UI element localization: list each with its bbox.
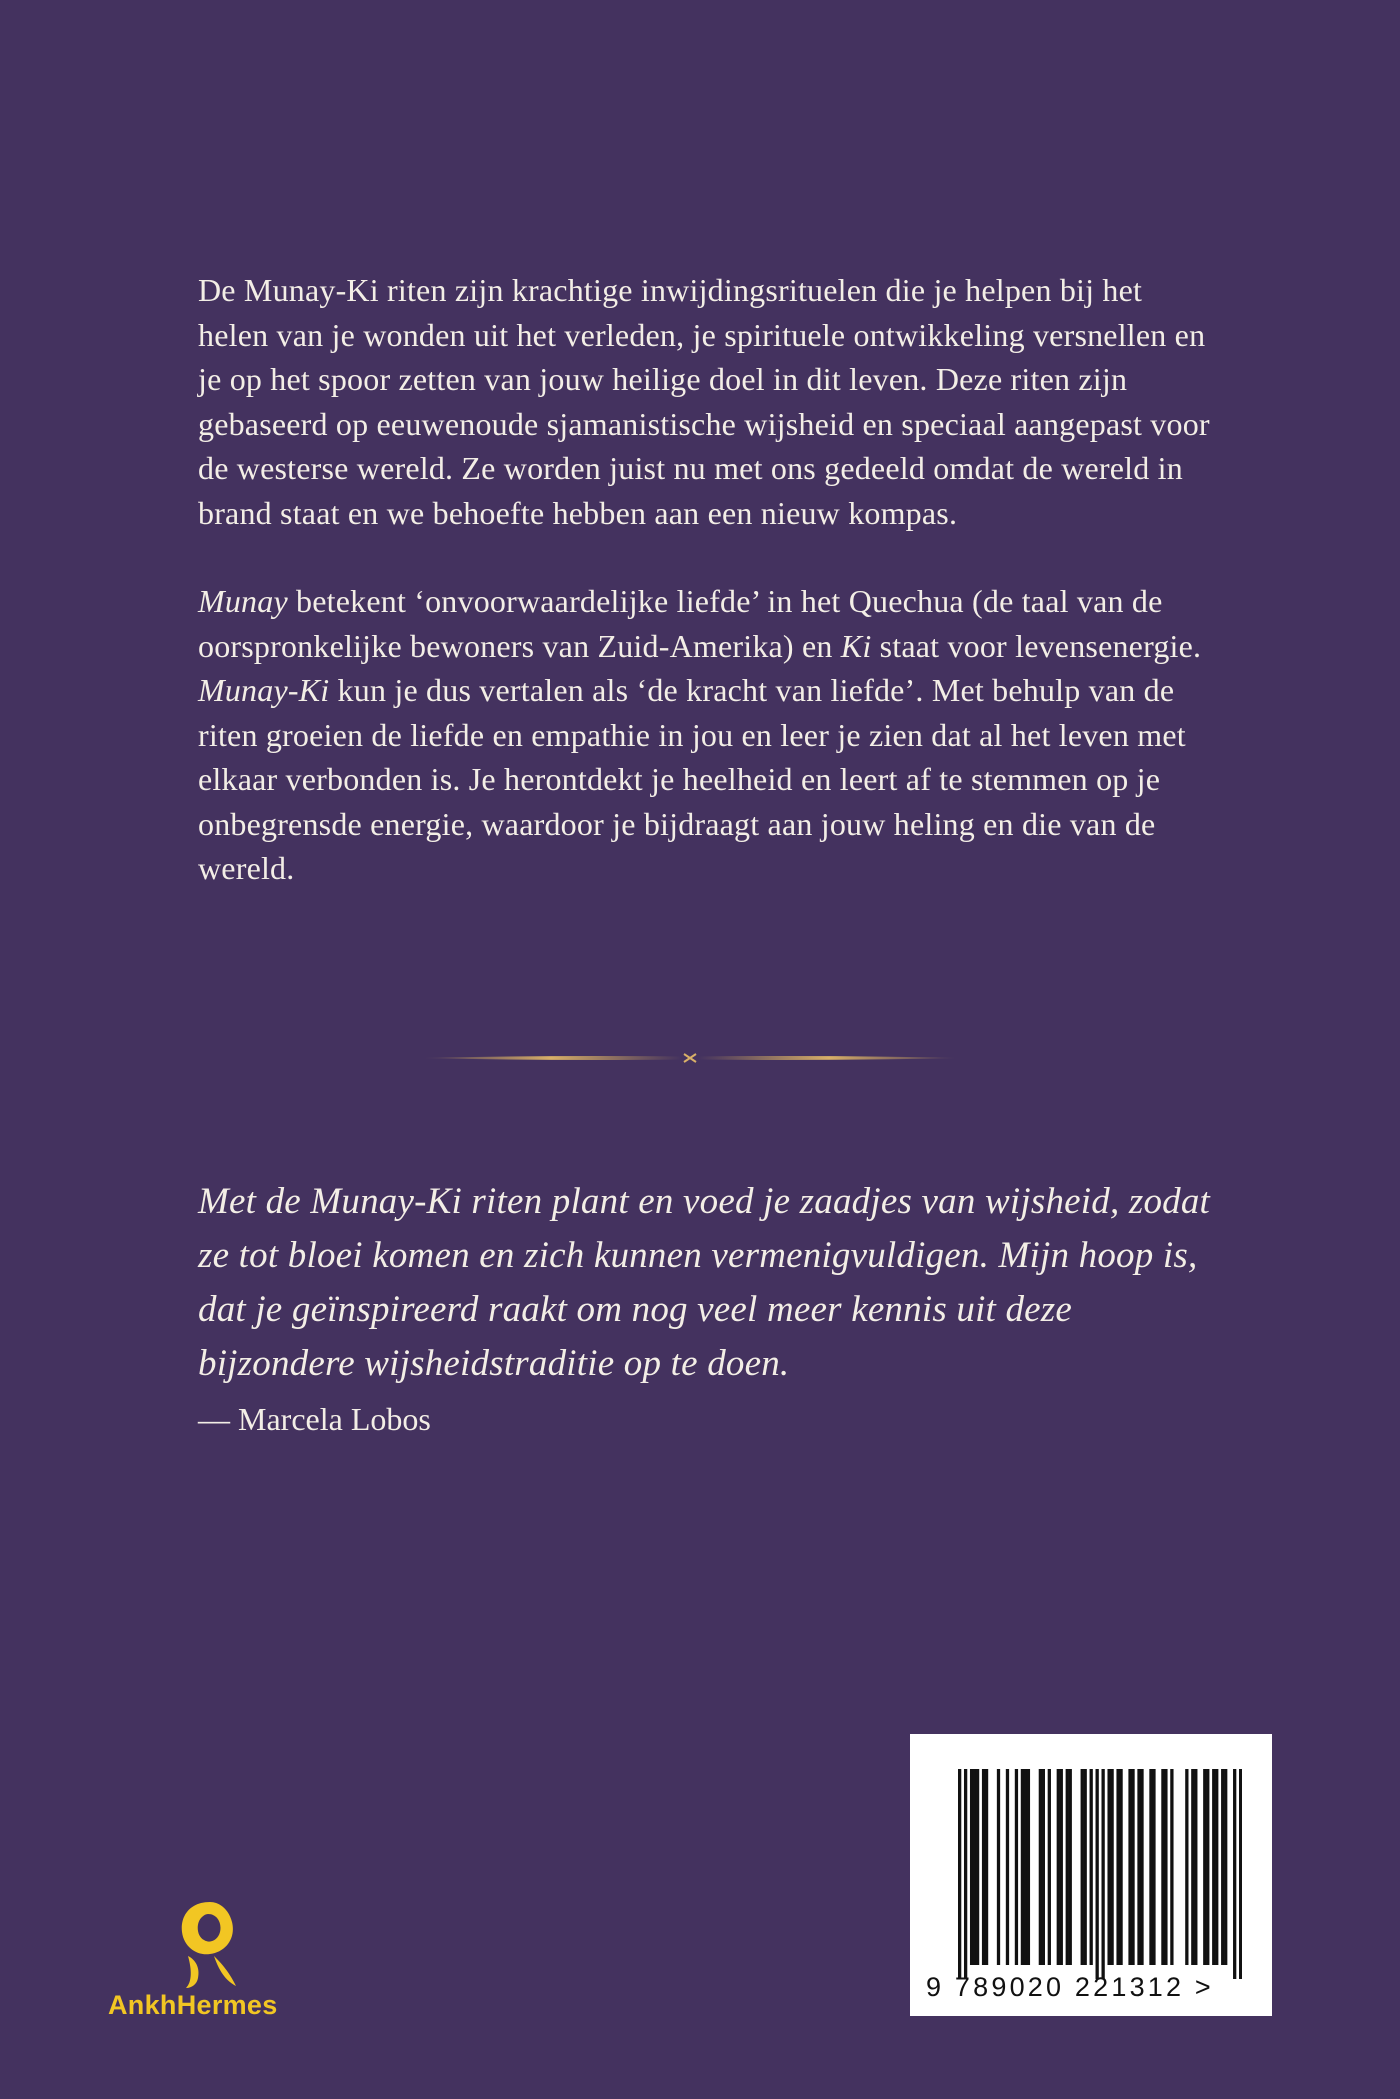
quote-text: Met de Munay-Ki riten plant en voed je zaadjes van wijsheid, zodat ze tot bloei komen en zich kunnen vermenigvuldigen. Mijn hoop is, dat je geïnspireerd raakt om nog veel meer kennis uit deze bijzondere wijsheidstraditie op te doen. [198,1181,1211,1384]
barcode-bar [1185,1769,1188,1965]
publisher-logo [108,1898,328,2038]
barcode-bar [1084,1769,1087,1965]
term-munay-ki: Munay-Ki [198,672,330,708]
barcode-bar [1066,1769,1069,1965]
barcode-bar [973,1769,976,1965]
barcode-bar [1096,1769,1099,1979]
barcode-bar [1221,1769,1224,1965]
barcode-bar [964,1769,967,1979]
barcode-bar [1152,1769,1155,1965]
barcode-bar [1027,1769,1030,1965]
blurb-paragraph-2 [198,579,1218,891]
barcode-bar [985,1769,988,1965]
barcode-bar [1161,1769,1164,1965]
barcode-bar [1170,1769,1173,1965]
barcode-bars [958,1769,1242,1979]
ornamental-divider-icon [420,1048,960,1068]
barcode-bar [1081,1769,1084,1965]
barcode-bar [982,1769,985,1965]
term-munay: Munay [198,583,288,619]
barcode-bar [1140,1769,1143,1965]
barcode-bar [970,1769,973,1965]
barcode-bar [1137,1769,1140,1965]
barcode-digits: 9 789020 221312 > [926,1972,1214,2002]
barcode-bar [958,1769,961,1979]
blurb-paragraph-2-part: betekent ‘onvoorwaardelijke liefde’ in het Quechua (de taal van de oorspronkelijke bewoners van Zuid-Amerika) en [198,583,1163,664]
barcode-bar [1069,1769,1072,1965]
blurb-paragraph-1: De Munay-Ki riten zijn krachtige inwijdingsrituelen die je helpen bij het helen van je wonden uit het verleden, je spirituele ontwikkeling versnellen en je op het spoor zetten van jouw heilige doel in dit leven. Deze riten zijn gebaseerd op eeuwenoude sjamanistische wijsheid en speciaal aangepast voor de westerse wereld. Ze worden juist nu met ons gedeeld omdat de wereld in brand staat en we behoefte hebben aan een nieuw kompas. [198,272,1210,531]
barcode-bar [1021,1769,1024,1965]
barcode-bar [1015,1769,1018,1965]
barcode-bar [1116,1769,1119,1965]
barcode-bar [1206,1769,1209,1965]
barcode-bar [1224,1769,1227,1965]
barcode-bar [976,1769,979,1965]
barcode-bar [1203,1769,1206,1965]
barcode-bar [1090,1769,1093,1965]
ankhhermes-logo-icon [170,1898,250,1990]
barcode-bar [1164,1769,1167,1965]
barcode-bar [1024,1769,1027,1965]
blurb-paragraph-2-part: staat voor levensenergie. [871,627,1202,664]
barcode-bar [1149,1769,1152,1965]
barcode-bar [1215,1769,1218,1965]
barcode-bar [1194,1769,1197,1965]
barcode-bar [1048,1769,1051,1965]
barcode-bar [1060,1769,1063,1965]
barcode-bar [1101,1769,1104,1979]
barcode [910,1734,1272,2016]
barcode-bar [1042,1769,1045,1965]
barcode-bar [1233,1769,1236,1979]
publisher-name: AnkhHermes [108,1990,278,2020]
quote [198,1175,1218,1441]
blurb-paragraph-2-part: kun je dus vertalen als ‘de kracht van liefde’. Met behulp van de riten groeien de liefde en empathie in jou en leer je zien dat al het leven met elkaar verbonden is. Je herontdekt je heelheid en leert af te stemmen op je onbegrensde energie, waardoor je bijdraagt aan jouw heling en die van de wereld. [198,672,1186,886]
barcode-bar [1239,1769,1242,1979]
barcode-bar [1131,1769,1134,1965]
barcode-bar [1107,1769,1110,1965]
blurb [198,268,1218,891]
barcode-bar [1128,1769,1131,1965]
barcode-bar [997,1769,1000,1965]
barcode-bar [1191,1769,1194,1965]
barcode-bar [1212,1769,1215,1965]
barcode-bar [1110,1769,1113,1965]
barcode-bar [1006,1769,1009,1965]
quote-author: — Marcela Lobos [198,1401,431,1437]
barcode-bar [1119,1769,1122,1965]
barcode-bar [1039,1769,1042,1965]
barcode-bar [1057,1769,1060,1965]
term-ki: Ki [840,627,872,664]
